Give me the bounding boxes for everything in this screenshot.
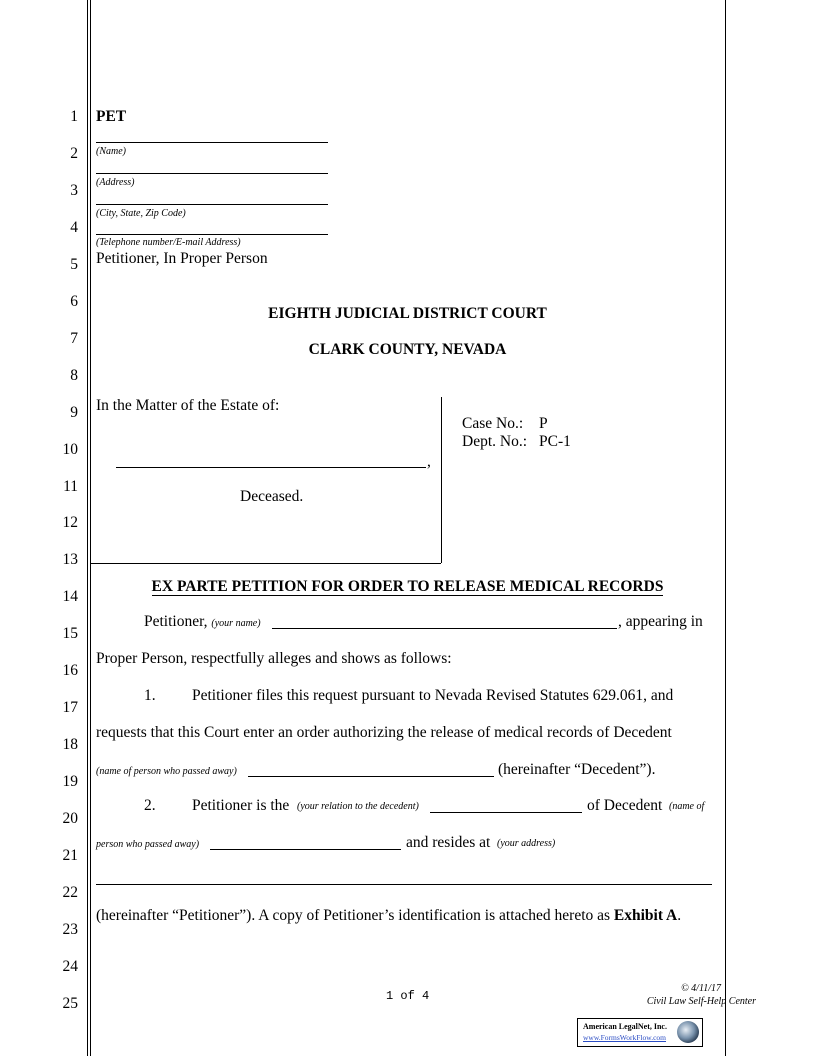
decedent-name-line [116, 467, 426, 468]
caption-vertical-rule [441, 397, 442, 563]
line-number: 13 [62, 551, 78, 569]
line-number: 10 [62, 440, 78, 458]
city-line [96, 204, 328, 205]
line-number: 7 [70, 329, 78, 347]
item2-end [96, 907, 681, 925]
relation-hint: (your relation to the decedent) [297, 801, 419, 812]
line-number: 4 [70, 218, 78, 236]
p1-continuation: Proper Person, respectfully alleges and shows as follows: [96, 650, 452, 667]
decedent-name-hint-2a: (name of [669, 801, 705, 812]
dept-no-label: Dept. No.: [462, 433, 528, 450]
line-number: 17 [62, 699, 78, 717]
line-number: 2 [70, 144, 78, 162]
paragraph-intro [144, 613, 261, 631]
decedent-name-blank-2 [210, 849, 401, 850]
exhibit-a: Exhibit A [613, 907, 678, 924]
left-margin-rule-inner [90, 0, 91, 1056]
p1-end: , appearing in [618, 613, 703, 630]
item1-end: (hereinafter “Decedent”). [498, 761, 656, 778]
your-name-hint: (your name) [211, 618, 261, 629]
document-title [90, 578, 725, 596]
decedent-name-hint: (name of person who passed away) [96, 766, 237, 777]
line-number: 11 [63, 477, 78, 495]
item2-end-text: (hereinafter “Petitioner”). A copy of Petitioner’s identification is attached hereto as [96, 907, 611, 924]
globe-icon [677, 1021, 699, 1043]
p1-start: Petitioner, [144, 613, 208, 630]
caption-comma: , [427, 453, 431, 470]
case-no-value: P [539, 415, 548, 432]
line-number: 3 [70, 181, 78, 199]
item1-number: 1. [144, 687, 156, 704]
line-number: 16 [62, 662, 78, 680]
line-number: 21 [62, 847, 78, 864]
item2-text: Petitioner is the [192, 797, 290, 814]
line-number: 5 [70, 255, 78, 273]
name-line [96, 142, 328, 143]
footer-date: © 4/11/17 [681, 983, 721, 994]
phone-label: (Telephone number/E-mail Address) [96, 237, 241, 248]
document-title-text: EX PARTE PETITION FOR ORDER TO RELEASE MEDICAL RECORDS [151, 578, 664, 595]
address-hint: (your address) [497, 838, 556, 849]
line-number: 19 [62, 773, 78, 791]
city-label: (City, State, Zip Code) [96, 208, 186, 219]
item2-number: 2. [144, 797, 156, 814]
decedent-name-hint-2b: person who passed away) [96, 839, 200, 850]
item1-continuation: requests that this Court enter an order authorizing the release of medical records of Decedent [96, 724, 672, 741]
left-margin-rule-outer [87, 0, 88, 1056]
item2-mid: of Decedent [587, 797, 663, 814]
logo-company: American LegalNet, Inc. [583, 1022, 667, 1031]
footer-center: Civil Law Self-Help Center [646, 996, 756, 1007]
line-number: 22 [62, 883, 78, 901]
dept-no-value: PC-1 [539, 433, 571, 450]
line-number: 24 [62, 957, 78, 975]
petitioner-line: Petitioner, In Proper Person [96, 250, 268, 267]
court-name: EIGHTH JUDICIAL DISTRICT COURT [268, 305, 547, 322]
line-number: 9 [70, 403, 78, 421]
decedent-name-blank [248, 776, 494, 777]
line-number: 8 [70, 366, 78, 384]
right-margin-rule [725, 0, 726, 1056]
address-blank [96, 884, 712, 885]
estate-matter: In the Matter of the Estate of: [96, 397, 280, 414]
court-county: CLARK COUNTY, NEVADA [308, 341, 507, 358]
case-no-label: Case No.: [462, 415, 524, 432]
item2-end-period: . [677, 907, 682, 924]
caption-bottom-rule [91, 563, 441, 564]
page-number: 1 of 4 [386, 989, 430, 1003]
name-label: (Name) [96, 146, 126, 157]
american-legalnet-logo[interactable] [577, 1018, 703, 1047]
your-name-line [272, 628, 617, 629]
line-number: 25 [62, 994, 78, 1012]
line-number: 15 [62, 625, 78, 643]
item1-text: Petitioner files this request pursuant to Nevada Revised Statutes 629.061, and [192, 687, 674, 704]
line-number: 18 [62, 736, 78, 754]
deceased-label: Deceased. [240, 488, 304, 505]
address-label: (Address) [96, 177, 135, 188]
party-label: PET [96, 108, 127, 125]
address-line [96, 173, 328, 174]
line-number: 6 [70, 292, 78, 310]
logo-url[interactable]: www.FormsWorkFlow.com [583, 1033, 667, 1042]
phone-line [96, 234, 328, 235]
line-number: 23 [62, 920, 78, 938]
line-number: 12 [62, 514, 78, 532]
line-number: 14 [62, 588, 78, 606]
item2-resides: and resides at [406, 834, 491, 851]
line-number: 1 [70, 108, 78, 125]
line-number: 20 [62, 810, 78, 828]
relation-blank [430, 812, 582, 813]
